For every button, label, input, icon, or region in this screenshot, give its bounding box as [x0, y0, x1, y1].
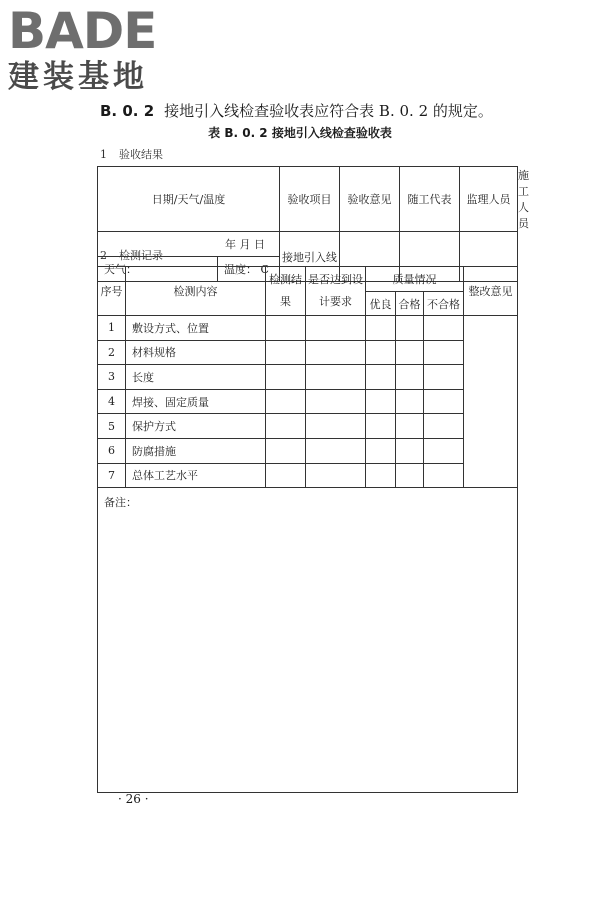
table-row: [98, 340, 518, 365]
header-site-representative: 随工代表: [400, 167, 460, 232]
row-meets: [306, 463, 366, 488]
row-fail: [424, 340, 464, 365]
logo: [8, 2, 178, 95]
row-excellent: [366, 438, 396, 463]
header-acceptance-opinion: 验收意见: [340, 167, 400, 232]
row-fail: [424, 316, 464, 341]
section-2-label: [100, 247, 163, 263]
row-seq: 7: [98, 463, 126, 488]
date-cell: 年 月 日: [98, 232, 280, 257]
section-2-text: 检测记录: [119, 249, 163, 262]
acceptance-result-table: [97, 166, 530, 282]
row-excellent: [366, 340, 396, 365]
header-fail: 不合格: [424, 292, 464, 316]
row-content: 材料规格: [126, 340, 266, 365]
header-content: 检测内容: [126, 267, 266, 316]
row-excellent: [366, 389, 396, 414]
row-fail: [424, 389, 464, 414]
row-content: 总体工艺水平: [126, 463, 266, 488]
section-1-label: [100, 146, 163, 162]
table-row: [98, 316, 518, 341]
section-1-number: 1: [100, 148, 107, 161]
logo-subtitle: 建装基地: [8, 59, 148, 95]
remarks-row: [98, 488, 518, 793]
row-meets: [306, 389, 366, 414]
remarks-label: 备注：: [104, 496, 137, 510]
header-rectification-opinion: 整改意见: [464, 267, 518, 316]
table-title: 表 B. 0. 2 接地引入线检查验收表: [208, 126, 392, 140]
header-quality: 质量情况: [366, 267, 464, 292]
row-result: [266, 340, 306, 365]
clause-number: B. 0. 2: [100, 102, 155, 120]
table-row: [98, 463, 518, 488]
row-meets: [306, 365, 366, 390]
row-excellent: [366, 316, 396, 341]
row-seq: 2: [98, 340, 126, 365]
row-content: 保护方式: [126, 414, 266, 439]
row-pass: [396, 438, 424, 463]
row-result: [266, 414, 306, 439]
inspection-header-row-1: [98, 267, 518, 292]
row-result: [266, 365, 306, 390]
header-result: 检测结果: [266, 267, 306, 316]
row-result: [266, 463, 306, 488]
row-result: [266, 316, 306, 341]
row-pass: [396, 365, 424, 390]
row-result: [266, 438, 306, 463]
row-fail: [424, 438, 464, 463]
page-number: · 26 ·: [118, 792, 149, 806]
table-row: [98, 438, 518, 463]
row-excellent: [366, 463, 396, 488]
row-seq: 5: [98, 414, 126, 439]
row-meets: [306, 340, 366, 365]
clause-heading: [100, 100, 493, 121]
header-meets-design: 是否达到设计要求: [306, 267, 366, 316]
header-pass: 合格: [396, 292, 424, 316]
row-fail: [424, 414, 464, 439]
logo-wordmark: BADE: [8, 2, 157, 60]
row-pass: [396, 340, 424, 365]
header-acceptance-item: 验收项目: [280, 167, 340, 232]
remarks-cell: [98, 488, 518, 793]
clause-text: 接地引入线检查验收表应符合表 B. 0. 2 的规定。: [164, 102, 493, 120]
header-supervisor: 监理人员: [460, 167, 518, 232]
weather-cell: 天气：: [98, 257, 218, 282]
row-meets: [306, 414, 366, 439]
acceptance-header-row: 日期/天气/温度 验收项目 验收意见 随工代表 监理人员 施工人员: [98, 167, 518, 232]
row-fail: [424, 463, 464, 488]
row-content: 防腐措施: [126, 438, 266, 463]
acceptance-item-cell: 接地引入线: [280, 232, 340, 282]
row-seq: 4: [98, 389, 126, 414]
temperature-cell: 温度： C: [218, 257, 280, 282]
row-seq: 3: [98, 365, 126, 390]
table-row: [98, 389, 518, 414]
row-content: 长度: [126, 365, 266, 390]
row-meets: [306, 316, 366, 341]
header-date-weather-temp: 日期/天气/温度: [98, 167, 280, 232]
table-row: [98, 365, 518, 390]
row-pass: [396, 389, 424, 414]
row-fail: [424, 365, 464, 390]
row-result: [266, 389, 306, 414]
header-excellent: 优良: [366, 292, 396, 316]
row-pass: [396, 463, 424, 488]
row-seq: 6: [98, 438, 126, 463]
section-1-text: 验收结果: [119, 148, 163, 161]
row-pass: [396, 414, 424, 439]
row-content: 焊接、固定质量: [126, 389, 266, 414]
row-content: 敷设方式、位置: [126, 316, 266, 341]
inspection-record-table: [97, 266, 518, 793]
row-seq: 1: [98, 316, 126, 341]
row-excellent: [366, 414, 396, 439]
row-pass: [396, 316, 424, 341]
row-excellent: [366, 365, 396, 390]
rectification-opinion-cell: [464, 316, 518, 488]
header-seq: 序号: [98, 267, 126, 316]
row-meets: [306, 438, 366, 463]
table-row: [98, 414, 518, 439]
section-2-number: 2: [100, 249, 107, 262]
